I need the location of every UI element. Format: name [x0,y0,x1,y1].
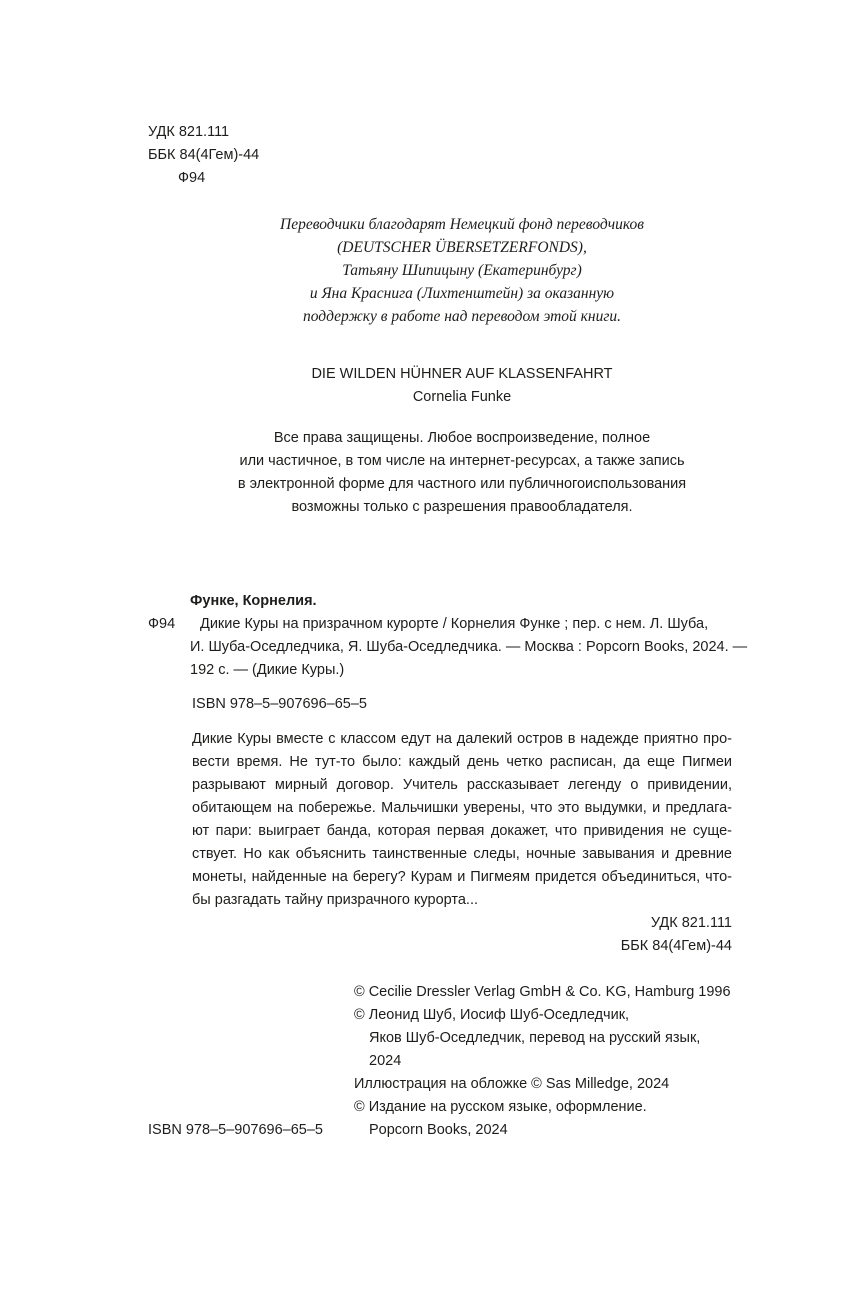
copyright-line: Popcorn Books, 2024 [369,1122,508,1138]
acknowledgment-line: (DEUTSCHER ÜBERSETZERFONDS), [337,239,587,256]
bibliographic-description-line: И. Шуба-Оседледчика, Я. Шуба-Оседледчика. — Москва : Popcorn Books, 2024. — [190,639,748,655]
copyright-line: Иллюстрация на обложке © Sas Milledge, 2024 [354,1076,670,1092]
acknowledgment-line: Татьяну Шипицыну (Екатеринбург) [342,262,582,279]
annotation-line: ствует. Но как объяснить таинственные следы, ночные завывания и древние [192,846,732,862]
acknowledgment-line: и Яна Краснига (Лихтенштейн) за оказанную [309,285,615,302]
rights-line: возможны только с разрешения правообладателя. [291,499,633,515]
rights-line: или частичное, в том числе на интернет-ресурсах, а также запись [239,453,685,469]
bibliographic-isbn: ISBN 978–5–907696–65–5 [192,696,367,712]
rights-line: в электронной форме для частного или публичногоиспользования [237,476,687,492]
acknowledgment-line: Переводчики благодарят Немецкий фонд переводчиков [280,216,644,233]
rights-line: Все права защищены. Любое воспроизведение, полное [273,430,651,446]
annotation-last-line: бы разгадать тайну призрачного курорта... [192,892,479,908]
copyright-line: 2024 [369,1053,402,1069]
annotation-line: Дикие Куры вместе с классом едут на далекий остров в надежде приятно про- [192,731,732,747]
annotation-line: монеты, найденные на берегу? Курам и Пигмеям придется объединиться, что- [192,869,732,885]
udk-code: УДК 821.111 [148,124,230,140]
annotation-line: разрывают мирный договор. Учитель рассказывает легенду о привидении, [192,777,732,793]
original-edition [140,363,784,409]
bibliographic-description-line: 192 с. — (Дикие Куры.) [190,662,345,678]
annotation-line: ют пари: выиграет банда, которая первая докажет, что привидения не суще- [192,823,732,839]
copyright-line: Яков Шуб-Оседледчик, перевод на русский язык, [369,1030,701,1046]
author-heading: Функе, Корнелия. [190,593,317,609]
footer-bbk-code: ББК 84(4Гем)-44 [620,938,732,954]
footer-isbn: ISBN 978–5–907696–65–5 [148,1122,323,1138]
annotation-line: вести время. Не тут-то было: каждый день четко расписан, да еще Пигмеи [192,754,732,770]
rights-notice [140,427,784,519]
copyright-line: © Cecilie Dressler Verlag GmbH & Co. KG, Hamburg 1996 [354,984,731,1000]
original-author: Cornelia Funke [412,389,512,405]
copyright-line: © Леонид Шуб, Иосиф Шуб-Оседледчик, [354,1007,630,1023]
original-title: DIE WILDEN HÜHNER AUF KLASSENFAHRT [311,366,613,382]
annotation-line: обитающем на побережье. Мальчишки уверены, что это выдумки, и предлага- [192,800,732,816]
bbk-code: ББК 84(4Гем)-44 [148,147,260,163]
acknowledgment [140,213,784,328]
footer-udk-code: УДК 821.111 [650,915,732,931]
bibliographic-description-line: Дикие Куры на призрачном курорте / Корнелия Функе ; пер. с нем. Л. Шуба, [200,616,709,632]
acknowledgment-line: поддержку в работе над переводом этой книги. [302,308,622,325]
bibliographic-mark: Ф94 [148,616,176,632]
copyright-line: © Издание на русском языке, оформление. [354,1099,647,1115]
author-mark: Ф94 [178,170,206,186]
